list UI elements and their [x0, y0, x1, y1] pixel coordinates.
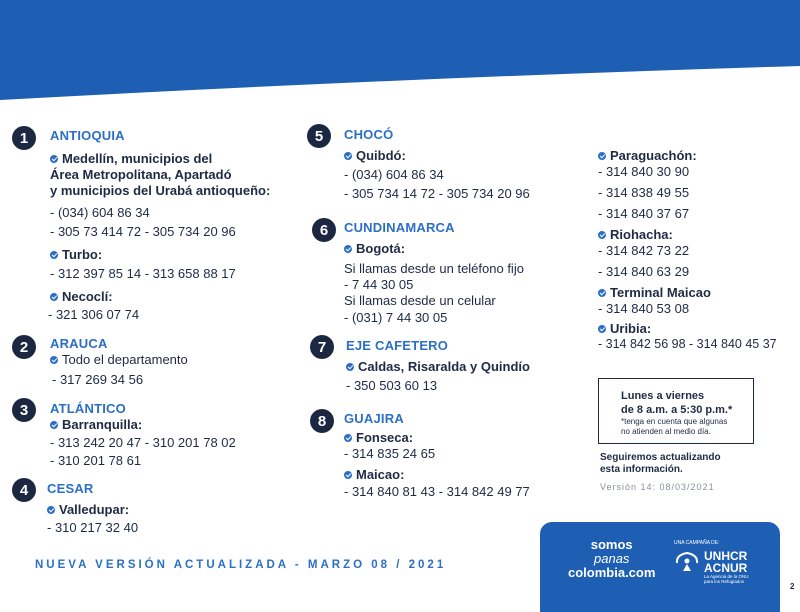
check-icon: [346, 363, 354, 371]
check-icon: [50, 155, 58, 163]
dept-title-guajira: GUAJIRA: [344, 411, 404, 426]
check-icon: [47, 506, 55, 514]
section-number-8: 8: [310, 409, 334, 433]
phone: - 314 840 63 29: [598, 264, 690, 279]
phone: - 314 838 49 55: [598, 185, 690, 200]
city-valledupar: Valledupar:: [47, 502, 129, 518]
phone: - 317 269 34 56: [52, 372, 144, 387]
city-turbo: Turbo:: [50, 247, 102, 263]
section-number-5: 5: [307, 124, 331, 148]
city-medellin-line3: y municipios del Urabá antioqueño:: [50, 183, 271, 198]
dept-title-eje-cafetero: EJE CAFETERO: [346, 338, 449, 353]
check-icon: [598, 289, 606, 297]
city-medellin: Medellín, municipios del: [50, 151, 212, 167]
schedule-hours: Lunes a viernes de 8 a.m. a 5:30 p.m.*: [621, 390, 733, 416]
phone: - (034) 604 86 34: [50, 205, 150, 220]
phone: - 350 503 60 13: [346, 378, 438, 393]
update-notice: Seguiremos actualizando esta información.: [600, 452, 721, 475]
city-caldas: Caldas, Risaralda y Quindío: [346, 359, 530, 375]
schedule-note-box: [598, 378, 754, 444]
phone-note: Si llamas desde un teléfono fijo: [344, 261, 524, 276]
check-icon: [344, 434, 352, 442]
section-number-4: 4: [12, 478, 36, 502]
city-terminal-maicao: Terminal Maicao: [598, 285, 711, 301]
phone: - 305 73 414 72 - 305 734 20 96: [50, 224, 236, 239]
check-icon: [50, 421, 58, 429]
section-number-6: 6: [312, 218, 336, 242]
dept-title-cesar: CESAR: [47, 481, 94, 496]
city-barranquilla: Barranquilla:: [50, 417, 142, 433]
campaign-logo-box: somos panas colombia.com UNA CAMPAÑA DE: UNHCR ACNUR La Agencia de la ONU para los Refugiados: [540, 522, 780, 612]
check-icon: [344, 471, 352, 479]
unhcr-tagline: La Agencia de la ONU para los Refugiados: [704, 574, 749, 584]
city-necocli: Necoclí:: [50, 289, 113, 305]
check-icon: [50, 251, 58, 259]
phone: - 314 840 30 90: [598, 164, 690, 179]
city-riohacha: Riohacha:: [598, 227, 673, 243]
phone: - 314 842 73 22: [598, 243, 690, 258]
phone: - 314 840 81 43 - 314 842 49 77: [344, 484, 530, 499]
city-arauca: Todo el departamento: [50, 352, 188, 368]
section-number-2: 2: [12, 335, 36, 359]
phone-note: Si llamas desde un celular: [344, 293, 496, 308]
check-icon: [50, 293, 58, 301]
schedule-footnote: *tenga en cuenta que algunas no atienden al medio día.: [621, 417, 728, 436]
page-number: 2: [790, 582, 795, 591]
city-uribia: Uribia:: [598, 321, 651, 337]
city-medellin-line2: Área Metropolitana, Apartadó: [50, 167, 232, 182]
section-number-7: 7: [310, 335, 334, 359]
phone: - 314 840 53 08: [598, 301, 690, 316]
city-paraguachon: Paraguachón:: [598, 148, 697, 164]
unhcr-name: UNHCR ACNUR: [704, 549, 748, 575]
phone: - 314 840 37 67: [598, 206, 690, 221]
check-icon: [344, 152, 352, 160]
check-icon: [344, 245, 352, 253]
phone: - 314 842 56 98 - 314 840 45 37: [598, 337, 777, 351]
dept-title-cundinamarca: CUNDINAMARCA: [344, 220, 455, 235]
phone: - 314 835 24 65: [344, 446, 436, 461]
check-icon: [50, 356, 58, 364]
phone: - 321 306 07 74: [48, 307, 140, 322]
phone: - 305 734 14 72 - 305 734 20 96: [344, 186, 530, 201]
city-maicao: Maicao:: [344, 467, 404, 483]
phone: - 7 44 30 05: [344, 277, 414, 292]
city-quibdo: Quibdó:: [344, 148, 406, 164]
dept-title-antioquia: ANTIOQUIA: [50, 128, 125, 143]
phone: - (031) 7 44 30 05: [344, 310, 448, 325]
section-number-1: 1: [12, 126, 36, 150]
section-number-3: 3: [12, 398, 36, 422]
version-label: Versión 14: 08/03/2021: [600, 482, 715, 492]
phone: - 312 397 85 14 - 313 658 88 17: [50, 266, 236, 281]
somos-panas-logo: somos panas colombia.com: [568, 537, 656, 580]
check-icon: [598, 152, 606, 160]
phone: - 313 242 20 47 - 310 201 78 02: [50, 435, 236, 450]
dept-title-arauca: ARAUCA: [50, 336, 108, 351]
check-icon: [598, 325, 606, 333]
header-banner: [0, 0, 800, 100]
phone: - 310 217 32 40: [47, 520, 139, 535]
footer-version-title: NUEVA VERSIÓN ACTUALIZADA - MARZO 08 / 2021: [35, 559, 447, 571]
dept-title-atlantico: ATLÁNTICO: [50, 401, 126, 416]
unhcr-emblem-icon: [674, 549, 700, 575]
city-fonseca: Fonseca:: [344, 430, 413, 446]
phone: - 310 201 78 61: [50, 453, 142, 468]
dept-title-choco: CHOCÓ: [344, 127, 394, 142]
phone: - (034) 604 86 34: [344, 167, 444, 182]
check-icon: [598, 231, 606, 239]
city-bogota: Bogotá:: [344, 241, 405, 257]
